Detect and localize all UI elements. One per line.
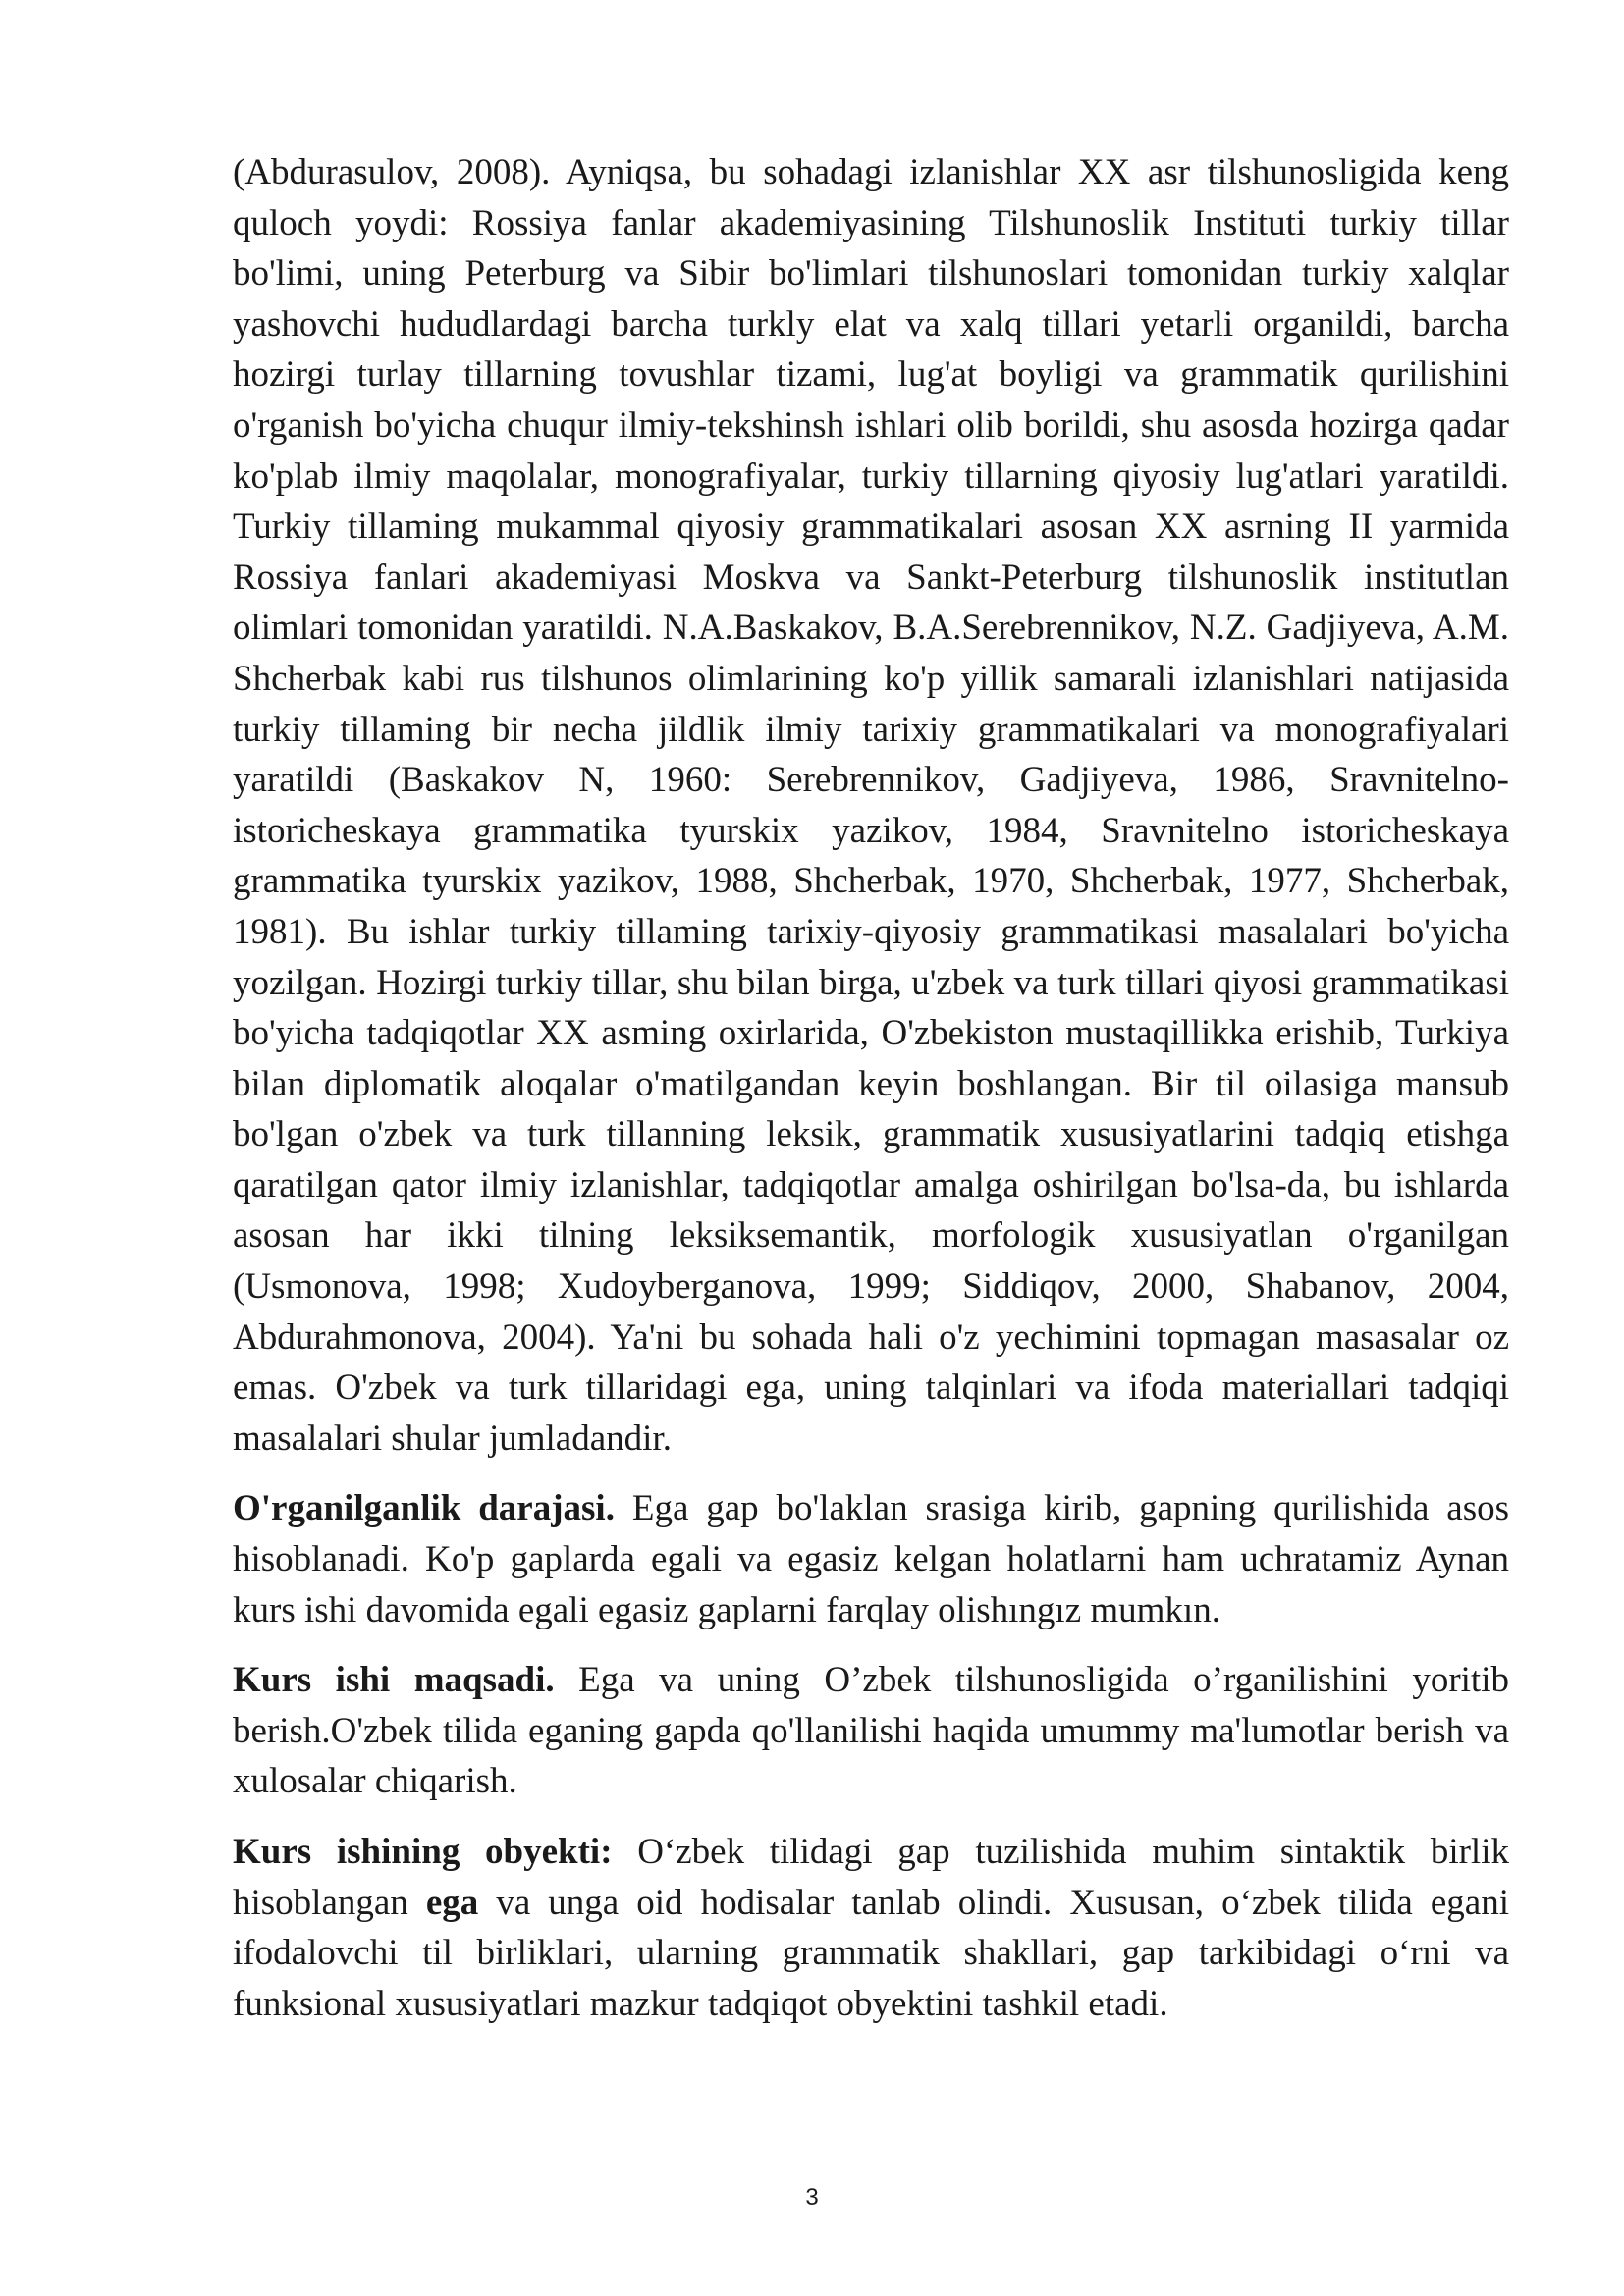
- paragraph-course-goal: [233, 1655, 1509, 1807]
- paragraph-text: (Abdurasulov, 2008). Ayniqsa, bu sohadagi izlanishlar XX asr tilshunosligida keng quloch yoydi: Rossiya fanlar akademiyasining Tilshunoslik Instituti turkiy tillar bo'limi, uning Peterburg va Sibir bo'limlari tilshunoslari tomonidan turkiy xalqlar yashovchi hududlardagi barcha turkly elat va xalq tillari yetarli organildi, barcha hozirgi turlay tillarning tovushlar tizami, lug'at boyligi va grammatik qurilishini o'rganish bo'yicha chuqur ilmiy-tekshinsh ishlari olib borildi, shu asosda hozirga qadar ko'plab ilmiy maqolalar, monografiyalar, turkiy tillarning qiyosiy lug'atlari yaratildi. Turkiy tillaming mukammal qiyosiy grammatikalari asosan XX asrning II yarmida Rossiya fanlari akademiyasi Moskva va Sankt-Peterburg tilshunoslik institutlan olimlari tomonidan yaratildi. N.A.Baskakov, B.A.Serebrennikov, N.Z. Gadjiyeva, A.M. Shcherbak kabi rus tilshunos olimlarining ko'p yillik samarali izlanishlari natijasida turkiy tillaming bir necha jildlik ilmiy tarixiy grammatikalari va monografiyalari yaratildi (Baskakov N, 1960: Serebrennikov, Gadjiyeva, 1986, Sravnitelno- istoricheskaya grammatika tyurskix yazikov, 1984, Sravnitelno istoricheskaya grammatika tyurskix yazikov, 1988, Shcherbak, 1970, Shcherbak, 1977, Shcherbak, 1981). Bu ishlar turkiy tillaming tarixiy-qiyosiy grammatikasi masalalari bo'yicha yozilgan. Hozirgi turkiy tillar, shu bilan birga, u'zbek va turk tillari qiyosi grammatikasi bo'yicha tadqiqotlar XX asming oxirlarida, O'zbekiston mustaqillikka erishib, Turkiya bilan diplomatik aloqalar o'matilgandan keyin boshlangan. Bir til oilasiga mansub bo'lgan o'zbek va turk tillanning leksik, grammatik xususiyatlarini tadqiq etishga qaratilgan qator ilmiy izlanishlar, tadqiqotlar amalga oshirilgan bo'lsa-da, bu ishlarda asosan har ikki tilning leksiksemantik, morfologik xususiyatlan o'rganilgan (Usmonova, 1998; Xudoyberganova, 1999; Siddiqov, 2000, Shabanov, 2004, Abdurahmonova, 2004). Ya'ni bu sohada hali o'z yechimini topmagan masasalar oz emas. O'zbek va turk tillaridagi ega, uning talqinlari va ifoda materiallari tadqiqi masalalari shular jumladandir.: [233, 152, 1509, 1459]
- page-number: 3: [805, 2184, 819, 2211]
- body-text: [233, 147, 1509, 2049]
- paragraph-text: O‘zbek tilidagi gap tuzilishida muhim sintaktik birlik hisoblangan: [233, 1832, 1509, 1923]
- paragraph-text: Ega gap bo'laklan srasiga kirib, gapning qurilishida asos hisoblanadi. Ko'p gaplarda egali va egasiz kelgan holatlarni ham uchratamiz Aynan kurs ishi davomida egali egasiz gaplarni farqlay olishıngız mumkın.: [233, 1488, 1510, 1630]
- bold-term: ega: [425, 1882, 479, 1923]
- paragraph-heading: Kurs ishining obyekti:: [233, 1832, 613, 1872]
- paragraph-heading: O'rganilganlik darajasi.: [233, 1488, 615, 1529]
- paragraph-course-object: [233, 1827, 1509, 2029]
- paragraph-heading: Kurs ishi maqsadi.: [233, 1660, 555, 1701]
- paragraph-text: va unga oid hodisalar tanlab olindi. Xususan, o‘zbek tilida egani ifodalovchi til birliklari, ularning grammatik shakllari, gap tarkibidagi o‘rni va funksional xususiyatlari mazkur tadqiqot obyektini tashkil etadi.: [233, 1882, 1510, 2024]
- paragraph-literature-review: [233, 147, 1509, 1464]
- paragraph-text: Ega va uning O’zbek tilshunosligida o’rganilishini yoritib berish.O'zbek tilida eganing gapda qo'llanilishi haqida umummy ma'lumotlar berish va xulosalar chiqarish.: [233, 1660, 1509, 1802]
- paragraph-research-degree: [233, 1483, 1509, 1635]
